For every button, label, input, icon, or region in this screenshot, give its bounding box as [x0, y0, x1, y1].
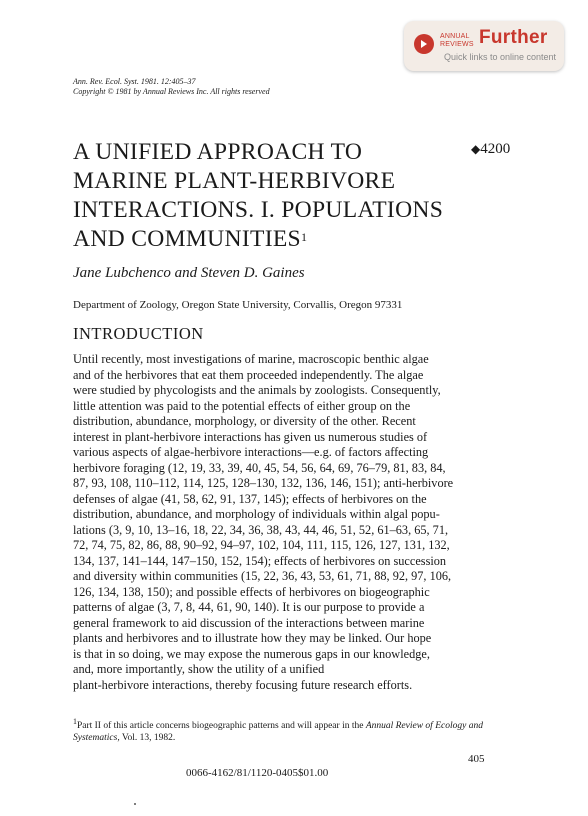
badge-reviews-text: REVIEWS — [440, 41, 474, 48]
body-line: plant-herbivore interactions, thereby focusing future research efforts. — [73, 677, 413, 692]
body-line: Until recently, most investigations of marine, macroscopic benthic algae — [73, 352, 429, 366]
footnote-text: Part II of this article concerns biogeographic patterns and will appear in the — [76, 721, 366, 732]
title-line: MARINE PLANT-HERBIVORE — [73, 168, 396, 194]
footnote — [73, 716, 515, 744]
affiliation: Department of Zoology, Oregon State University, Corvallis, Oregon 97331 — [73, 299, 403, 311]
footnote-volume: Vol. 13, 1982. — [119, 733, 176, 744]
doi-code: 0066-4162/81/1120-0405$01.00 — [186, 767, 329, 779]
title-line: A UNIFIED APPROACH TO — [73, 139, 363, 165]
body-line: lations (3, 9, 10, 13–16, 18, 22, 34, 36, 38, 43, 44, 46, 51, 52, 61–63, 65, 71, — [73, 522, 449, 537]
body-line: 72, 74, 75, 82, 86, 88, 90–92, 94–97, 102, 104, 111, 115, 126, 127, 131, 132, — [73, 538, 450, 552]
body-line: 126, 134, 138, 150); and possible effects of herbivores on biogeographic — [73, 584, 430, 599]
title-line — [73, 225, 453, 254]
play-icon — [414, 34, 434, 54]
body-line: is that in so doing, we may expose the numerous gaps in our knowledge, — [73, 646, 430, 661]
article-title — [73, 138, 453, 254]
body-line: little attention was paid to the potential effects of either group on the — [73, 398, 411, 413]
body-line: patterns of algae (3, 7, 8, 44, 61, 90, 140). It is our purpose to provide a — [73, 600, 425, 614]
title-line: INTERACTIONS. I. POPULATIONS — [73, 197, 444, 223]
badge-tagline: Quick links to online content — [444, 52, 557, 62]
body-line: herbivore foraging (12, 19, 33, 39, 40, 45, 54, 56, 64, 69, 76–79, 81, 83, 84, — [73, 460, 446, 475]
page-number: 405 — [468, 753, 485, 765]
title-footnote-mark[interactable]: 1 — [300, 230, 308, 244]
annual-reviews-further-badge[interactable] — [404, 21, 564, 71]
title-line-text: AND COMMUNITIES — [73, 226, 301, 252]
badge-further-text: Further — [479, 27, 548, 48]
body-line: distribution, abundance, and morphology of individuals within algal popu- — [73, 507, 440, 521]
body-line: defenses of algae (41, 58, 62, 91, 137, 145); effects of herbivores on the — [73, 491, 427, 506]
footnote-journal: Annual Review of Ecology and Systematics, — [73, 721, 483, 744]
badge-annual-text: ANNUAL — [440, 33, 470, 40]
body-line: interest in plant-herbivore interactions has given us numerous studies of — [73, 429, 428, 444]
body-line: general framework to aid discussion of the interactions between marine — [73, 615, 425, 630]
classification-code — [471, 141, 510, 158]
body-line: plants and herbivores and to illustrate how they may be linked. Our hope — [73, 631, 432, 645]
section-heading: INTRODUCTION — [73, 324, 204, 343]
diamond-icon: ◆ — [471, 142, 481, 156]
body-line: various aspects of algae-herbivore interactions—e.g. of factors affecting — [73, 445, 429, 459]
body-line: and diversity within communities (15, 22, 36, 43, 53, 61, 71, 88, 92, 97, 106, — [73, 569, 452, 583]
body-line: 134, 137, 141–144, 147–150, 152, 154); effects of herbivores on succession — [73, 553, 447, 568]
body-line: and of the herbivores that eat them proceeded independently. The algae — [73, 367, 424, 382]
authors: Jane Lubchenco and Steven D. Gaines — [73, 265, 305, 281]
body-line: were studied by phycologists and the animals by zoologists. Consequently, — [73, 383, 441, 397]
body-paragraph — [73, 352, 515, 693]
code-number: 4200 — [480, 141, 511, 157]
footnote-mark: 1 — [73, 717, 77, 726]
body-line: 87, 93, 108, 110–112, 114, 125, 128–130, 132, 136, 146, 151); anti-herbivore — [73, 476, 454, 490]
body-line: distribution, abundance, morphology, or diversity of the other. Recent — [73, 414, 416, 428]
stray-mark — [134, 803, 136, 805]
body-line: and, more importantly, show the utility of a unified — [73, 662, 325, 676]
copyright-notice: Copyright © 1981 by Annual Reviews Inc. All rights reserved — [73, 87, 270, 96]
journal-citation: Ann. Rev. Ecol. Syst. 1981. 12:405–37 — [73, 77, 196, 86]
